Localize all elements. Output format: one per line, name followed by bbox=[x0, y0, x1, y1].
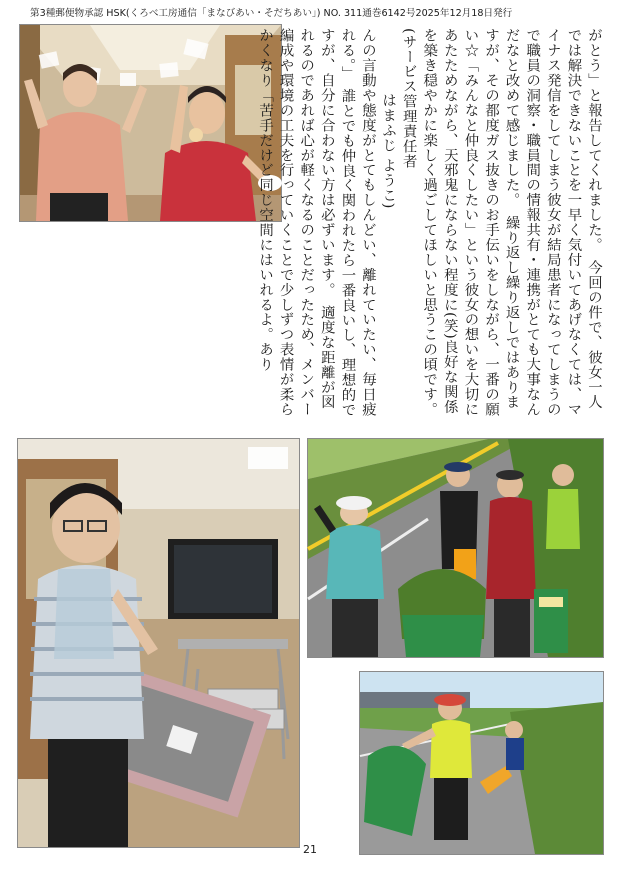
photo-man-collecting-weeds bbox=[359, 671, 604, 855]
photo-roadside-weeding-group-image bbox=[308, 439, 603, 657]
photo-roadside-weeding-group bbox=[307, 438, 604, 658]
article-text-right bbox=[380, 28, 604, 418]
photo-man-stacking-chairs-image bbox=[18, 439, 299, 847]
photo-two-women-image bbox=[20, 25, 281, 221]
signature-name: はまふじ ようこ) bbox=[380, 92, 397, 209]
article-paragraphs-2: がとう」と報告してくれました。 今回の件で、彼女一人では解決できないことを一早く気付いてあげなくては、マイナス発信をしてしまう彼女が結局患者になってしまうので職員の洞察・職員間の情報共有・連携がとても大事なんだなと改めて感じました。 繰り返し繰り返しではありますが、その都度ガス抜きのお手伝いをしながら、一番の願い☆「みんなと仲良くしたい」という彼女の想いを大切にあたためながら、天邪鬼にならない程度に(笑)良好な関係を築き穏やかに楽しく過ごしてほしいと思うこの頃です。 bbox=[421, 28, 602, 417]
photo-man-collecting-weeds-image bbox=[360, 672, 603, 854]
photo-two-women bbox=[19, 24, 282, 222]
article-text-left bbox=[257, 28, 378, 418]
photo-man-stacking-chairs bbox=[17, 438, 300, 848]
article-paragraphs-1: んの言動や態度がとてもしんどい、離れていたい、毎日疲れる。」 誰とでも仲良く関われたら一番良いし、理想的ですが、自分に合わない方は必ずいます。 適度な距離が図れるのであれば心が軽くなるのことだったため、メンバー編成や環境の工夫を行っていくことで少しずつ表情が柔らかくなり「苦手だけど同じ空間にはいれるよ。あり bbox=[257, 28, 376, 418]
signature-role: (サービス管理責任者 bbox=[400, 28, 417, 169]
newsletter-header: 第3種郵便物承認 HSK(くろべ工房通信「まなびあい・そだちあい」) NO. 311通巻6142号2025年12月18日発行 bbox=[30, 8, 513, 19]
page-number: 21 bbox=[303, 843, 317, 856]
